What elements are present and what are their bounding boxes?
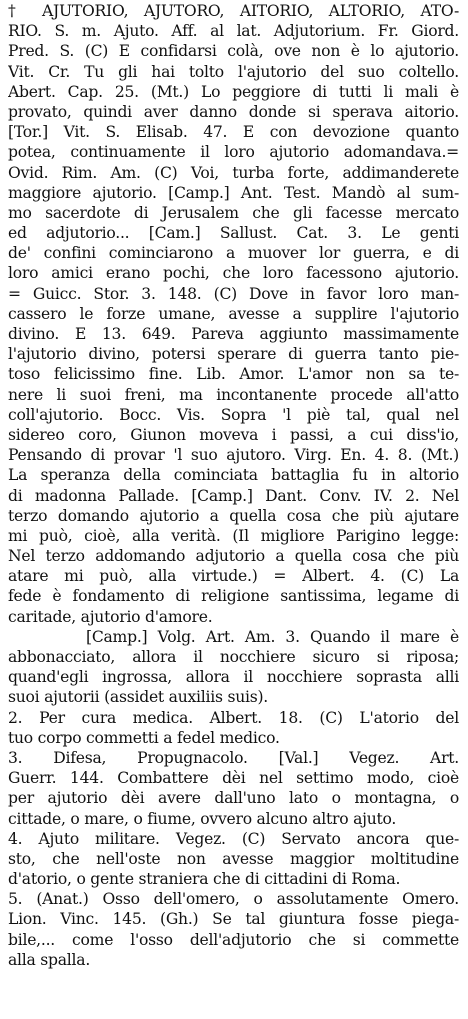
text-line: toso felicissimo fine. Lib. Amor. L'amor non sa te- [8, 365, 459, 384]
text-line: atare mi può, alla virtude.) = Albert. 4. (C) La [8, 567, 459, 586]
text-line: 2. Per cura medica. Albert. 18. (C) L'atorio del [8, 708, 459, 727]
text-line: caritade, ajutorio d'amore. [8, 607, 213, 626]
text-line: Nel terzo addomando adjutorio a quella cosa che più [8, 547, 459, 566]
text-line: 3. Difesa, Propugnacolo. [Val.] Vegez. Art. [8, 748, 459, 767]
text-line: alla spalla. [8, 950, 91, 969]
text-line: potea, continuamente il loro ajutorio adomandava.= [8, 143, 459, 162]
text-line: = Guicc. Stor. 3. 148. (C) Dove in favor loro man- [8, 284, 459, 303]
text-line: provato, quindi aver danno donde si sperava aitorio. [8, 102, 459, 121]
text-line: Ovid. Rim. Am. (C) Voi, turba forte, addimanderete [8, 163, 459, 182]
text-line: suoi ajutorii (assidet auxiliis suis). [8, 688, 269, 707]
text-line: quand'egli ingrossa, allora il nocchiere soprasta alli [8, 668, 459, 687]
text-line: cassero le forze umane, avesse a supplire l'ajutorio [8, 304, 459, 323]
text-line: nere li suoi freni, ma incontanente procede all'atto [8, 385, 459, 404]
text-line: Lion. Vinc. 145. (Gh.) Se tal giuntura fosse piega- [8, 910, 459, 929]
text-line: sidereo coro, Giunon moveva i passi, a cui diss'io, [8, 425, 459, 444]
text-line: maggiore ajutorio. [Camp.] Ant. Test. Mandò al sum- [8, 183, 459, 202]
text-line: per ajutorio dèi avere dall'uno lato o montagna, o [8, 789, 459, 808]
text-line: Pensando di provar 'l suo ajutoro. Virg. En. 4. 8. (Mt.) [8, 446, 459, 465]
text-line: sto, che nell'oste non avesse maggior moltitudine [8, 849, 459, 868]
text-line: coll'ajutorio. Bocc. Vis. Sopra 'l piè tal, qual nel [8, 405, 459, 424]
text-line: abbonacciato, allora il nocchiere sicuro si riposa; [8, 648, 459, 666]
text-line: loro amici erano pochi, che loro facessono ajutorio. [8, 264, 459, 283]
text-line: [Camp.] Volg. Art. Am. 3. Quando il mare è [86, 627, 459, 646]
text-line: Guerr. 144. Combattere dèi nel settimo modo, cioè [8, 769, 459, 788]
text-line: mo sacerdote di Jerusalem che gli facesse mercato [8, 203, 459, 222]
text-line: cittade, o mare, o fiume, ovvero alcuno altro ajuto. [8, 809, 397, 828]
text-line: † AJUTORIO, AJUTORO, AITORIO, ALTORIO, ATO- [8, 2, 459, 20]
text-line: Abert. Cap. 25. (Mt.) Lo peggiore di tutti li mali è [8, 82, 459, 101]
text-line: Pred. S. (C) E confidarsi colà, ove non è lo ajutorio. [8, 42, 459, 61]
text-line: di madonna Pallade. [Camp.] Dant. Conv. IV. 2. Nel [8, 486, 459, 505]
text-line: d'atorio, o gente straniera che di cittadini di Roma. [8, 870, 401, 889]
text-line: 4. Ajuto militare. Vegez. (C) Servato ancora que- [8, 829, 459, 848]
text-line: bile,... come l'osso dell'adjutorio che si commette [8, 930, 459, 949]
text-line: [Tor.] Vit. S. Elisab. 47. E con devozione quanto [8, 123, 459, 142]
text-line: RIO. S. m. Ajuto. Aff. al lat. Adjutorium. Fr. Giord. [8, 22, 459, 41]
text-line: divino. E 13. 649. Pareva aggiunto massimamente [8, 325, 459, 343]
text-line: de' confini cominciarono a muover lor guerra, e di [8, 244, 459, 263]
text-line: 5. (Anat.) Osso dell'omero, o assolutamente Omero. [8, 890, 459, 909]
text-line: mi può, cioè, alla verità. (Il migliore Parigino legge: [8, 526, 459, 545]
text-line: Vit. Cr. Tu gli hai tolto l'ajutorio del suo coltello. [8, 62, 459, 81]
text-line: ed adjutorio... [Cam.] Sallust. Cat. 3. Le genti [8, 224, 459, 243]
text-line: terzo domando ajutorio a quella cosa che più ajutare [8, 506, 459, 525]
text-line: fede è fondamento di religione santissima, legame di [8, 587, 459, 606]
text-line: tuo corpo commetti a fedel medico. [8, 728, 280, 747]
text-line: La speranza della cominciata battaglia fu in altorio [8, 466, 459, 485]
text-line: l'ajutorio divino, potersi sperare di guerra tanto pie- [8, 345, 459, 364]
